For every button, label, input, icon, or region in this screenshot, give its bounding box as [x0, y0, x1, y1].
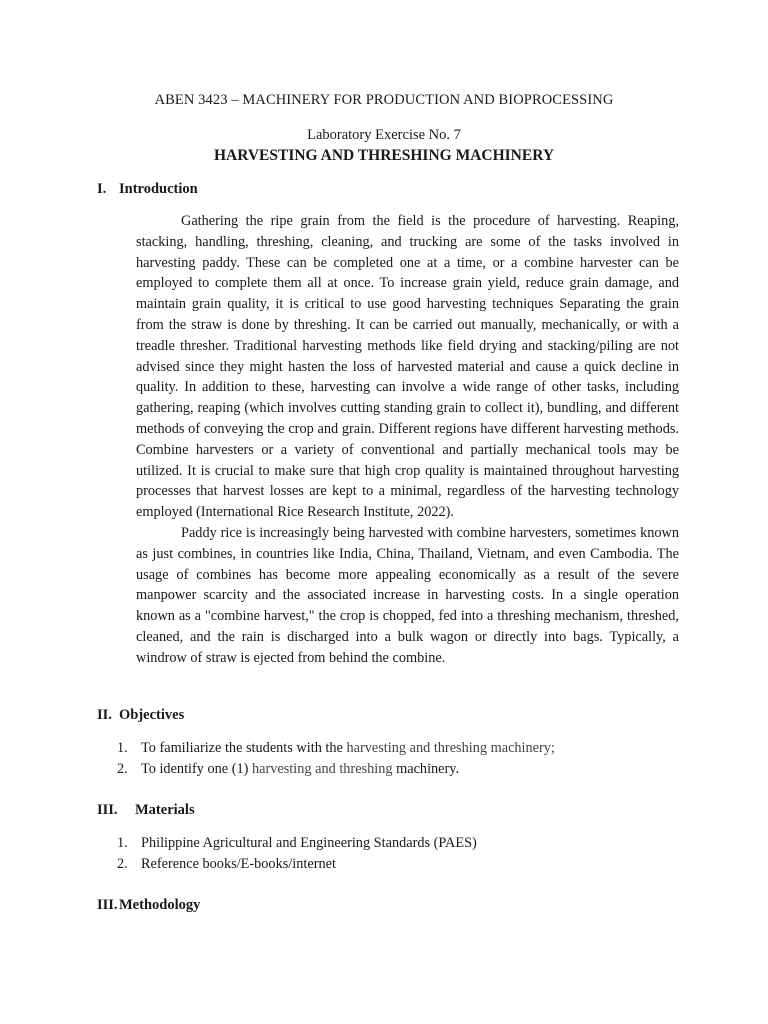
list-item-text: Reference books/E-books/internet: [141, 856, 336, 872]
section-heading-materials: [97, 802, 195, 819]
section-number: III.: [97, 897, 118, 913]
list-item-text: To familiarize the students with the harvesting and threshing machinery;: [141, 740, 555, 756]
list-item-number: 1.: [117, 740, 128, 756]
course-title: ABEN 3423 – MACHINERY FOR PRODUCTION AND BIOPROCESSING: [154, 92, 614, 108]
list-item: [117, 854, 477, 875]
section-number: II.: [97, 707, 112, 723]
introduction-body: [136, 211, 679, 669]
lab-exercise-title: HARVESTING AND THRESHING MACHINERY: [213, 147, 555, 164]
section-number: III.: [97, 802, 118, 818]
list-item-number: 1.: [117, 835, 128, 851]
section-heading-objectives: [97, 707, 184, 724]
lab-exercise-number: Laboratory Exercise No. 7: [307, 127, 461, 143]
list-item-number: 2.: [117, 856, 128, 872]
list-item: [117, 738, 555, 759]
section-heading-methodology: [97, 897, 200, 914]
list-item: [117, 833, 477, 854]
introduction-paragraph: Paddy rice is increasingly being harvested with combine harvesters, sometimes known as just combines, in countries like India, China, Thailand, Vietnam, and even Cambodia. The usage of combines has become more appealing economically as a result of the severe manpower scarcity and the associated increase in harvesting costs. In a single operation known as a "combine harvest," the crop is chopped, fed into a threshing mechanism, threshed, cleaned, and the rain is discharged into a bulk wagon or directly into bags. Typically, a windrow of straw is ejected from behind the combine.: [136, 524, 679, 666]
list-item: [117, 759, 555, 780]
list-item-text: Philippine Agricultural and Engineering Standards (PAES): [141, 835, 477, 851]
section-title: Introduction: [119, 181, 198, 197]
section-title: Materials: [135, 802, 195, 818]
list-item-text: To identify one (1) harvesting and threshing machinery.: [141, 761, 460, 777]
section-title: Methodology: [119, 897, 201, 913]
section-heading-introduction: [97, 181, 198, 198]
list-item-number: 2.: [117, 761, 128, 777]
section-title: Objectives: [119, 707, 185, 723]
materials-list: [117, 833, 477, 875]
objectives-list: [117, 738, 555, 780]
introduction-paragraph: Gathering the ripe grain from the field is the procedure of harvesting. Reaping, stacking, handling, threshing, cleaning, and trucking are some of the tasks involved in harvesting paddy. These can be completed one at a time, or a combine harvester can be employed to complete them all at once. To increase grain yield, reduce grain damage, and maintain grain quality, it is critical to use good harvesting techniques Separating the grain from the straw is done by threshing. It can be carried out manually, mechanically, or with a treadle thresher. Traditional harvesting methods like field drying and stacking/piling are not advised since they might hasten the loss of harvested material and cause a quick decline in quality. In addition to these, harvesting can involve a wide range of other tasks, including gathering, reaping (which involves cutting standing grain to collect it), bundling, and different methods of conveying the crop and grain. Different regions have different harvesting methods. Combine harvesters or a variety of conventional and partially mechanical tools may be utilized. It is crucial to make sure that high crop quality is maintained throughout harvesting processes that harvest losses are kept to a minimal, regardless of the harvesting technology employed (International Rice Research Institute, 2022).: [136, 213, 679, 521]
section-number: I.: [97, 181, 107, 197]
